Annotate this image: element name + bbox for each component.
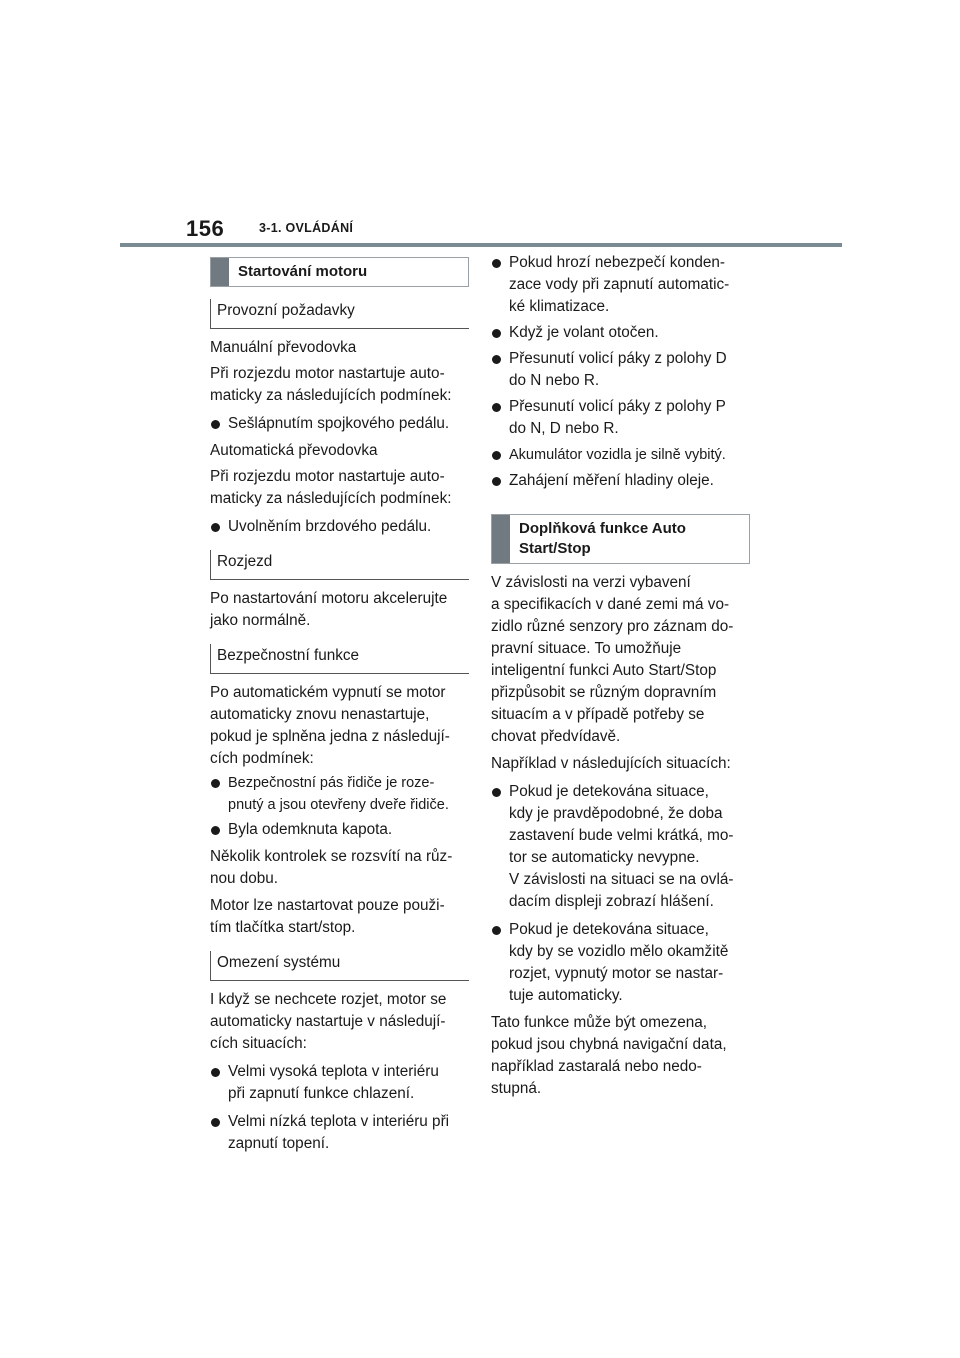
text-line: pokud jsou chybná navigační data, [491, 1036, 727, 1053]
text-line: tor se automaticky nevypne. [509, 849, 700, 866]
paragraph: Automatická převodovka [210, 442, 378, 459]
paragraph [210, 588, 469, 632]
text-line: automaticky znovu nenastartuje, [210, 706, 430, 723]
right-column [491, 252, 750, 1100]
subheading: Omezení systému [210, 951, 469, 981]
list-item: Byla odemknuta kapota. [210, 819, 469, 841]
text-line: tím tlačítka start/stop. [210, 919, 356, 936]
section-title: 3-1. OVLÁDÁNÍ [259, 221, 354, 235]
text-line: při zapnutí funkce chlazení. [228, 1085, 415, 1102]
text-line: maticky za následujících podmínek: [210, 490, 452, 507]
text-line: Po automatickém vypnutí se motor [210, 684, 446, 701]
subheading: Provozní požadavky [210, 299, 469, 329]
subheading: Rozjezd [210, 550, 469, 580]
list-item: Zahájení měření hladiny oleje. [491, 470, 750, 492]
list-item: Když je volant otočen. [491, 322, 750, 344]
list-item [210, 1111, 469, 1155]
text-line: Pokud hrozí nebezpečí konden- [509, 254, 726, 271]
text-line: kdy je pravděpodobné, že doba [509, 805, 723, 822]
paragraph [491, 572, 750, 748]
text-line: automaticky nastartuje v následují- [210, 1013, 446, 1030]
text-line: maticky za následujících podmínek: [210, 387, 452, 404]
text-line: kdy by se vozidlo mělo okamžitě [509, 943, 729, 960]
list-item [491, 781, 750, 913]
text-line: Pokud je detekována situace, [509, 921, 709, 938]
paragraph [210, 846, 469, 890]
paragraph: Manuální převodovka [210, 339, 357, 356]
text-line: Přesunutí volicí páky z polohy P [509, 398, 726, 415]
section-heading-box [491, 514, 750, 564]
paragraph [210, 989, 469, 1055]
text-line: Velmi nízká teplota v interiéru při [228, 1113, 450, 1130]
text-line: inteligentní funkci Auto Start/Stop [491, 662, 717, 679]
text-line: cích situacích: [210, 1035, 307, 1052]
header-divider [120, 243, 842, 247]
section-heading: Startování motoru [238, 263, 368, 280]
text-line: zidlo různé senzory pro záznam do- [491, 618, 734, 635]
page-number: 156 [186, 216, 225, 241]
text-line: Po nastartování motoru akcelerujte [210, 590, 448, 607]
subheading: Bezpečnostní funkce [210, 644, 469, 674]
text-line: rozjet, vypnutý motor se nastar- [509, 965, 724, 982]
text-line: V závislosti na situaci se na ovlá- [509, 871, 734, 888]
text-line: Při rozjezdu motor nastartuje auto- [210, 365, 445, 382]
text-line: I když se nechcete rozjet, motor se [210, 991, 447, 1008]
text-line: do N nebo R. [509, 372, 600, 389]
text-line: Velmi vysoká teplota v interiéru [228, 1063, 439, 1080]
text-line: jako normálně. [210, 612, 311, 629]
paragraph: Například v následujících situacích: [491, 755, 731, 772]
heading-line: Doplňková funkce Auto [519, 520, 686, 537]
list-item [491, 348, 750, 392]
left-column [210, 257, 469, 1155]
heading-bar [492, 515, 510, 563]
paragraph [491, 1012, 750, 1100]
text-line: Několik kontrolek se rozsvítí na růz- [210, 848, 453, 865]
list-item [491, 919, 750, 1007]
list-item [210, 772, 469, 816]
text-line: tuje automaticky. [509, 987, 623, 1004]
list-item [210, 1061, 469, 1105]
text-line: například zastaralá nebo nedo- [491, 1058, 702, 1075]
text-line: stupná. [491, 1080, 542, 1097]
text-line: cích podmínek: [210, 750, 314, 767]
section-heading [519, 520, 686, 557]
heading-bar [211, 258, 229, 286]
text-line: Při rozjezdu motor nastartuje auto- [210, 468, 445, 485]
list-item: Akumulátor vozidla je silně vybitý. [491, 444, 750, 466]
text-line: pnutý a jsou otevřeny dveře řidiče. [228, 797, 449, 813]
list-item: Uvolněním brzdového pedálu. [210, 516, 469, 538]
text-line: dacím displeji zobrazí hlášení. [509, 893, 714, 910]
text-line: Tato funkce může být omezena, [491, 1014, 707, 1031]
text-line: Pokud je detekována situace, [509, 783, 709, 800]
paragraph [210, 466, 469, 510]
list-item: Sešlápnutím spojkového pedálu. [210, 413, 469, 435]
text-line: do N, D nebo R. [509, 420, 619, 437]
text-line: pravní situace. To umožňuje [491, 640, 682, 657]
text-line: ké klimatizace. [509, 298, 610, 315]
text-line: Bezpečnostní pás řidiče je roze- [228, 775, 435, 791]
text-line: nou dobu. [210, 870, 279, 887]
text-line: přizpůsobit se různým dopravním [491, 684, 717, 701]
list-item [491, 252, 750, 318]
paragraph [210, 682, 469, 770]
text-line: zastavení bude velmi krátká, mo- [509, 827, 734, 844]
text-line: chovat předvídavě. [491, 728, 621, 745]
text-line: pokud je splněna jedna z následují- [210, 728, 450, 745]
text-line: Přesunutí volicí páky z polohy D [509, 350, 727, 367]
text-line: V závislosti na verzi vybavení [491, 574, 691, 591]
paragraph [210, 895, 469, 939]
paragraph [210, 363, 469, 407]
text-line: situacím a v případě potřeby se [491, 706, 705, 723]
text-line: zapnutí topení. [228, 1135, 330, 1152]
section-heading-box [210, 257, 469, 287]
text-line: Motor lze nastartovat pouze použi- [210, 897, 445, 914]
text-line: a specifikacích v dané zemi má vo- [491, 596, 730, 613]
text-line: zace vody při zapnutí automatic- [509, 276, 730, 293]
list-item [491, 396, 750, 440]
heading-line: Start/Stop [519, 540, 591, 557]
